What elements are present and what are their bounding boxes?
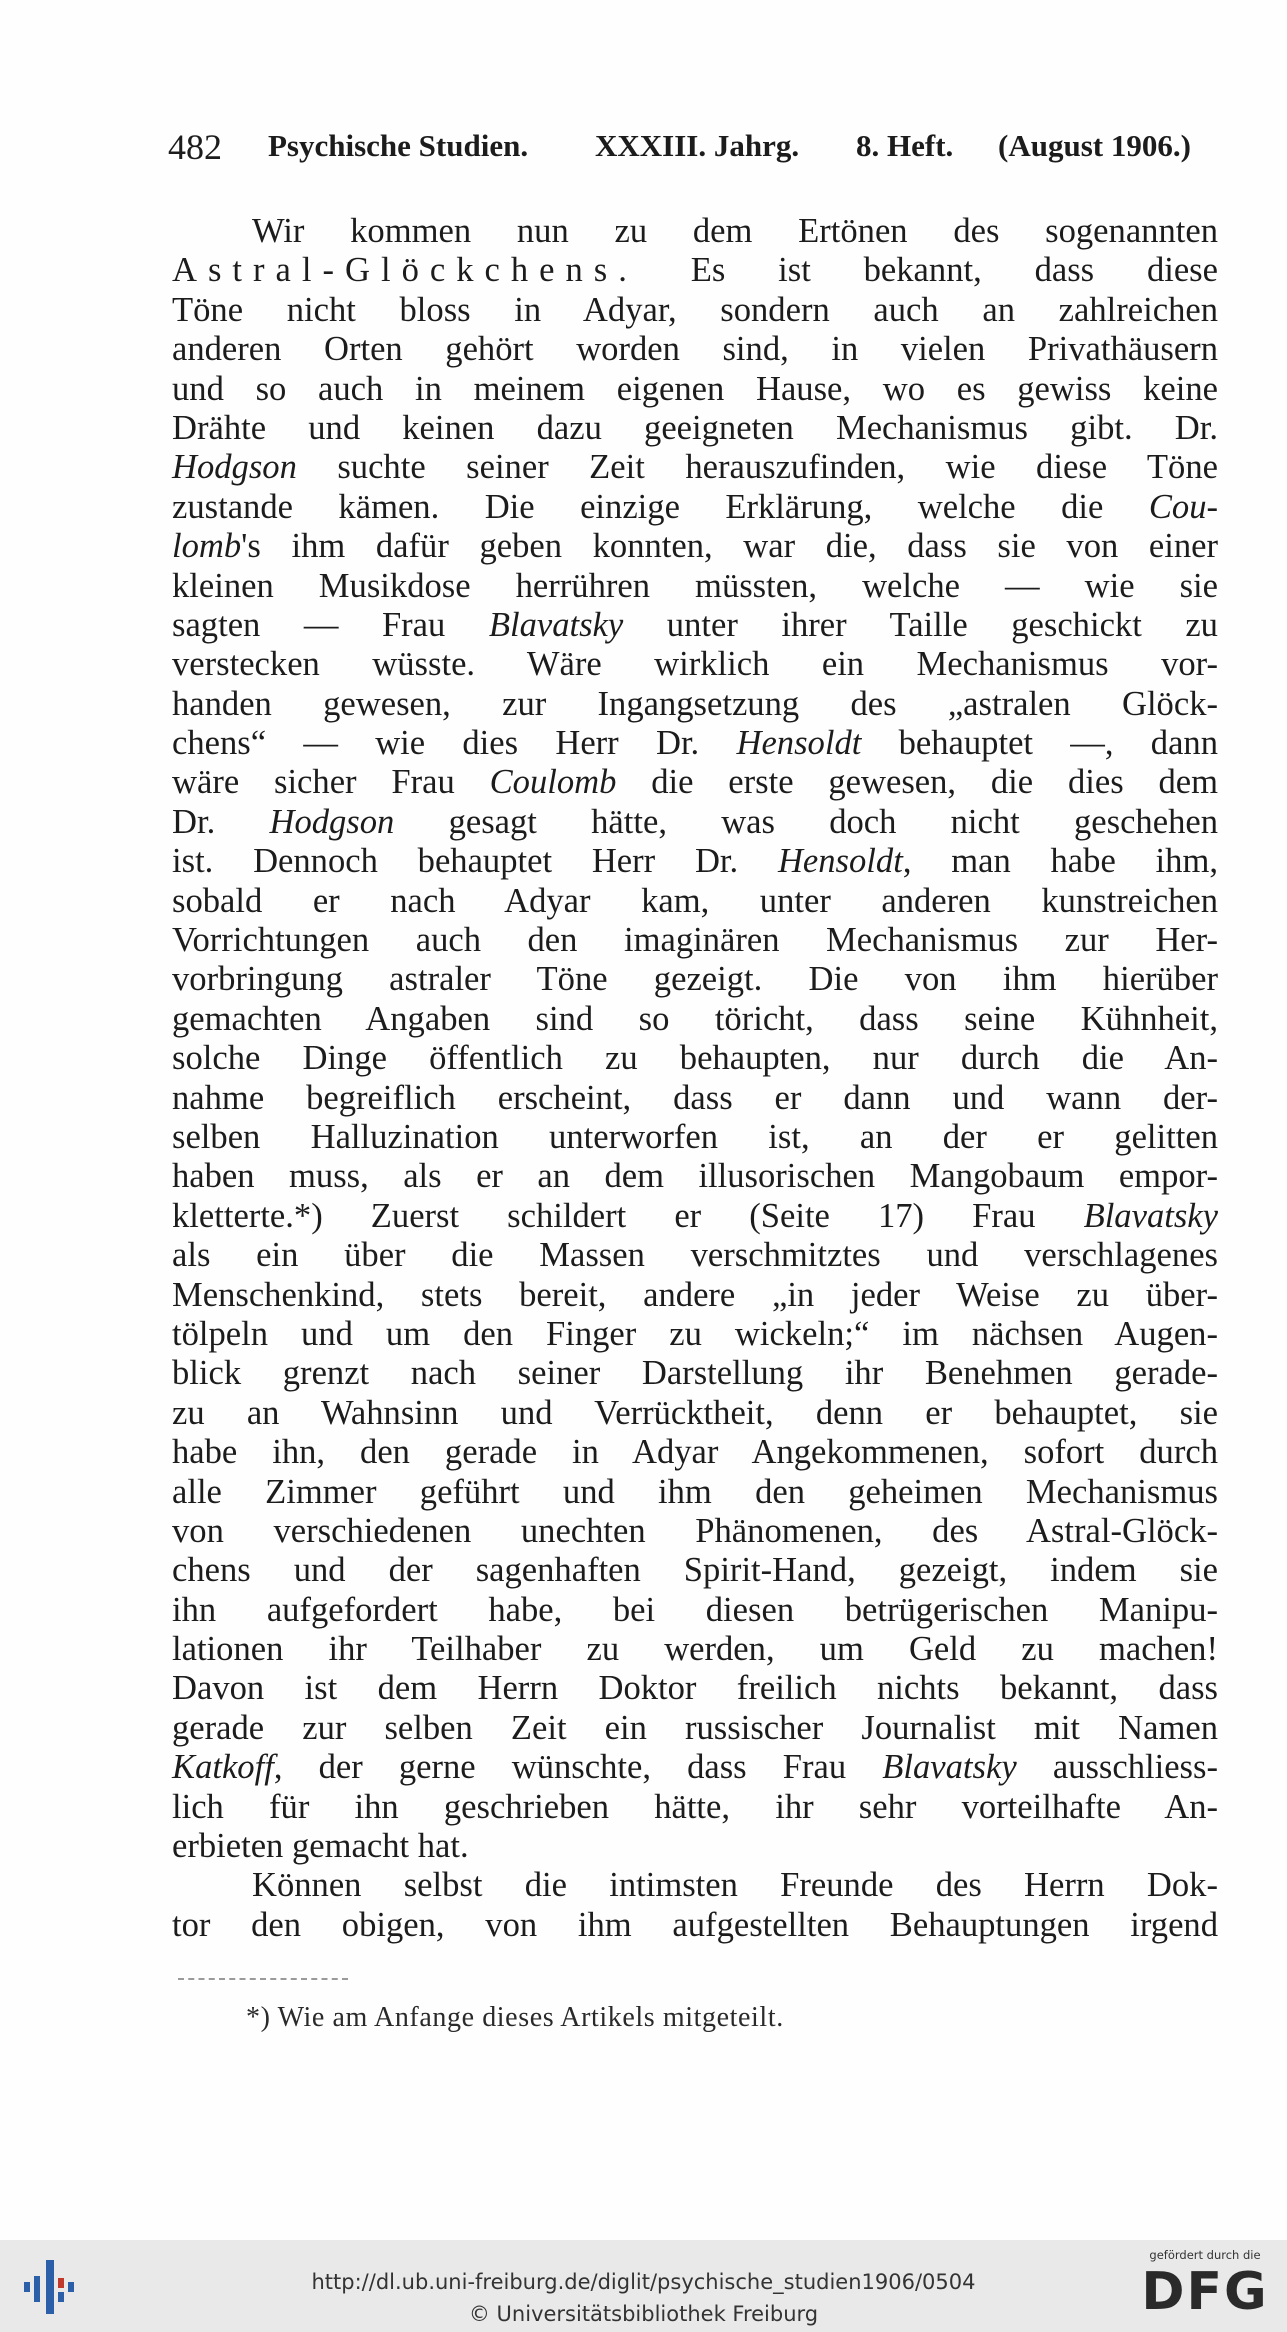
text-line: haben muss, als er an dem illusorischen Mangobaum empor- bbox=[172, 1157, 1218, 1196]
text-line: nahme begreiflich erscheint, dass er dann und wann der- bbox=[172, 1078, 1218, 1117]
text-line: Katkoff, der gerne wünschte, dass Frau Blavatsky ausschliess- bbox=[172, 1748, 1218, 1787]
permalink-url[interactable]: http://dl.ub.uni-freiburg.de/diglit/psychische_studien1906/0504 bbox=[311, 2270, 976, 2294]
text-line: gerade zur selben Zeit ein russischer Journalist mit Namen bbox=[172, 1708, 1218, 1747]
text-line: sagten — Frau Blavatsky unter ihrer Taille geschickt zu bbox=[172, 605, 1218, 644]
text-line: erbieten gemacht hat. bbox=[172, 1827, 469, 1866]
text-line: lationen ihr Teilhaber zu werden, um Geld zu machen! bbox=[172, 1630, 1218, 1669]
text-line: und so auch in meinem eigenen Hause, wo es gewiss keine bbox=[172, 369, 1218, 408]
text-line: kletterte.*) Zuerst schildert er (Seite 17) Frau Blavatsky bbox=[172, 1196, 1218, 1235]
text-line: chens und der sagenhaften Spirit-Hand, gezeigt, indem sie bbox=[172, 1551, 1218, 1590]
text-line: zustande kämen. Die einzige Erklärung, welche die Cou- bbox=[172, 487, 1218, 526]
text-line: Drähte und keinen dazu geeigneten Mechanismus gibt. Dr. bbox=[172, 408, 1218, 447]
name-hodgson: Hodgson bbox=[269, 802, 395, 841]
name-hodgson: Hodgson bbox=[172, 448, 297, 487]
text-line: Können selbst die intimsten Freunde des Herrn Dok- bbox=[252, 1866, 1218, 1905]
text-line: tölpeln und um den Finger zu wickeln;“ im nächsen Augen- bbox=[172, 1314, 1218, 1353]
text-line: selben Halluzination unterworfen ist, an der er gelitten bbox=[172, 1117, 1218, 1156]
text-line: Davon ist dem Herrn Doktor freilich nichts bekannt, dass bbox=[172, 1669, 1218, 1708]
text-line: habe ihn, den gerade in Adyar Angekommenen, sofort durch bbox=[172, 1433, 1218, 1472]
text-line: Vorrichtungen auch den imaginären Mechanismus zur Her- bbox=[172, 921, 1218, 960]
name-hensoldt: Hensoldt bbox=[736, 724, 862, 763]
text-line: kleinen Musikdose herrühren müssten, welche — wie sie bbox=[172, 566, 1218, 605]
text-line: verstecken wüsste. Wäre wirklich ein Mechanismus vor- bbox=[172, 645, 1218, 684]
running-header bbox=[168, 128, 1226, 178]
text-line: von verschiedenen unechten Phänomenen, des Astral-Glöck- bbox=[172, 1511, 1218, 1550]
viewer-footer bbox=[0, 2240, 1287, 2332]
text-line: zu an Wahnsinn und Verrücktheit, denn er behauptet, sie bbox=[172, 1393, 1218, 1432]
text-line: handen gewesen, zur Ingangsetzung des „astralen Glöck- bbox=[172, 684, 1218, 723]
text-line: gemachten Angaben sind so töricht, dass seine Kühnheit, bbox=[172, 999, 1218, 1038]
name-coulomb-part1: Cou- bbox=[1148, 487, 1218, 526]
issue-number: 8. Heft. bbox=[856, 128, 954, 163]
name-coulomb: Coulomb bbox=[489, 763, 617, 802]
text-line: Hodgson suchte seiner Zeit herauszufinden, wie diese Töne bbox=[172, 448, 1218, 487]
name-blavatsky: Blavatsky bbox=[882, 1748, 1017, 1787]
text-line: anderen Orten gehört worden sind, in vielen Privathäusern bbox=[172, 330, 1218, 369]
name-blavatsky: Blavatsky bbox=[488, 605, 624, 644]
text-line: Wir kommen nun zu dem Ertönen des sogenannten bbox=[252, 212, 1218, 250]
name-coulomb-part2: lomb bbox=[172, 527, 242, 566]
name-hensoldt: Hensoldt bbox=[777, 842, 903, 881]
funding-note: gefördert durch die bbox=[1149, 2248, 1261, 2262]
text-line: tor den obigen, von ihm aufgestellten Behauptungen irgend bbox=[172, 1905, 1218, 1944]
footnote: *) Wie am Anfange dieses Artikels mitgeteilt. bbox=[246, 2002, 784, 2033]
article-text bbox=[172, 212, 1218, 1945]
funder-badge bbox=[1140, 2248, 1270, 2326]
page-number: 482 bbox=[168, 127, 222, 167]
text-line: lich für ihn geschrieben hätte, ihr sehr vorteilhafte An- bbox=[172, 1787, 1218, 1826]
issue-date: (August 1906.) bbox=[998, 128, 1191, 163]
text-line: Menschenkind, stets bereit, andere „in jeder Weise zu über- bbox=[172, 1275, 1218, 1314]
text-line: solche Dinge öffentlich zu behaupten, nur durch die An- bbox=[172, 1039, 1218, 1078]
text-line: ihn aufgefordert habe, bei diesen betrügerischen Manipu- bbox=[172, 1590, 1218, 1629]
text-line: Töne nicht bloss in Adyar, sondern auch an zahlreichen bbox=[172, 290, 1218, 329]
volume-year: XXXIII. Jahrg. bbox=[595, 128, 800, 163]
text-line: als ein über die Massen verschmitztes und verschlagenes bbox=[172, 1236, 1218, 1275]
text-line: Dr. Hodgson gesagt hätte, was doch nicht geschehen bbox=[172, 802, 1218, 841]
name-blavatsky: Blavatsky bbox=[1083, 1196, 1218, 1235]
text-line: wäre sicher Frau Coulomb die erste gewesen, die dies dem bbox=[172, 763, 1218, 802]
text-line: alle Zimmer geführt und ihm den geheimen Mechanismus bbox=[172, 1472, 1218, 1511]
copyright-notice: © Universitätsbibliothek Freiburg bbox=[468, 2302, 819, 2326]
text-line: vorbringung astraler Töne gezeigt. Die von ihm hierüber bbox=[172, 960, 1218, 999]
text-line: ist. Dennoch behauptet Herr Dr. Hensoldt, man habe ihm, bbox=[172, 842, 1218, 881]
spaced-term: Astral-Glöckchens. bbox=[172, 251, 638, 290]
text-line: lomb's ihm dafür geben konnten, war die, dass sie von einer bbox=[172, 527, 1218, 566]
footnote-rule bbox=[178, 1978, 348, 1980]
name-katkoff: Katkoff bbox=[172, 1748, 274, 1787]
dfg-logo-icon: DFG bbox=[1141, 2262, 1269, 2322]
text-line: blick grenzt nach seiner Darstellung ihr Benehmen gerade- bbox=[172, 1354, 1218, 1393]
text-line: chens“ — wie dies Herr Dr. Hensoldt behauptet —, dann bbox=[172, 724, 1219, 763]
journal-title: Psychische Studien. bbox=[268, 128, 529, 163]
text-line: Astral-Glöckchens. Es ist bekannt, dass diese bbox=[172, 251, 1218, 290]
text-line: sobald er nach Adyar kam, unter anderen kunstreichen bbox=[172, 881, 1218, 920]
